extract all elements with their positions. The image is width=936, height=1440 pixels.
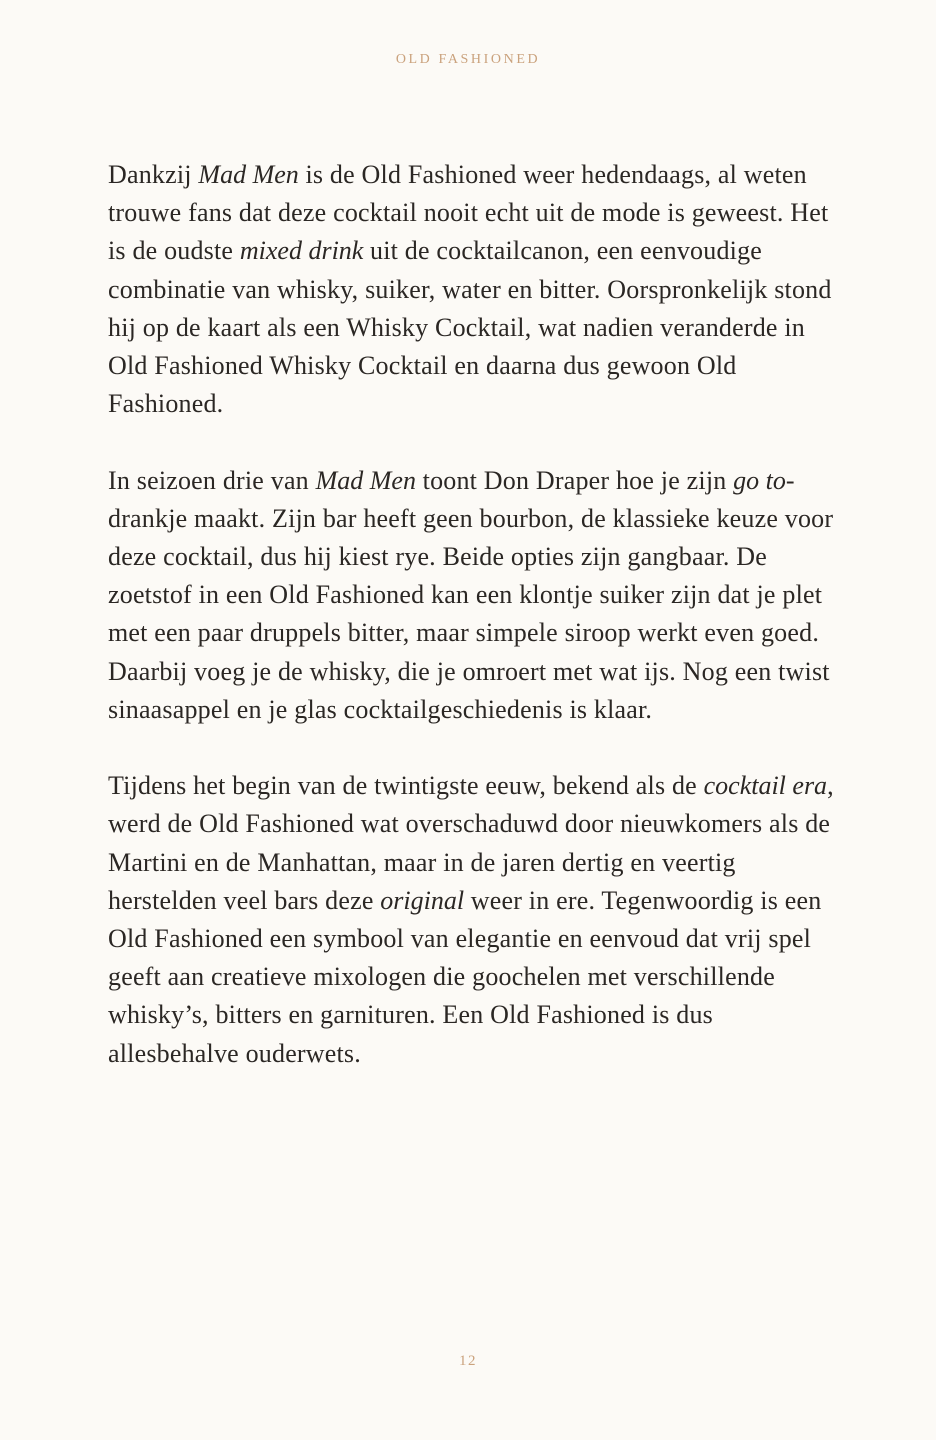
italic-segment: Mad Men — [198, 160, 299, 189]
text-segment: weer in ere. Tegenwoordig is een Old Fashioned een symbool van elegantie en eenvoud dat vrij spel geeft aan creatieve mixologen die goochelen met verschillende whisky’s, bitters en garnituren. Een Old Fashioned is dus allesbehalve ouderwets. — [108, 885, 822, 1068]
paragraph-3 — [108, 767, 836, 1073]
italic-segment: cocktail era — [703, 771, 828, 801]
text-segment: toont Don Draper hoe je zijn — [415, 465, 734, 495]
paragraph-2 — [108, 462, 836, 729]
paragraph-1 — [108, 156, 836, 423]
text-segment: Tijdens het begin van de twintigste eeuw, bekend als de — [108, 771, 704, 801]
running-head: OLD FASHIONED — [395, 52, 541, 67]
italic-segment: mixed drink — [239, 236, 364, 266]
text-segment: -drankje maakt. Zijn bar heeft geen bourbon, de klassieke keuze voor deze cocktail, dus hij kiest rye. Beide opties zijn gangbaar. De zoetstof in een Old Fashioned kan een klontje suiker zijn dat je plet met een paar druppels bitter, maar simpele siroop werkt even goed. Daarbij voeg je de whisky, die je omroert met wat ijs. Nog een twist sinaasappel en je glas cocktailgeschiedenis is klaar. — [108, 465, 834, 724]
italic-segment: original — [380, 885, 465, 915]
italic-segment: Mad Men — [315, 465, 416, 495]
text-segment: In seizoen drie van — [108, 465, 316, 495]
page-number: 12 — [459, 1353, 477, 1369]
text-segment: is de Old Fashioned weer hedendaags, al weten trouwe fans dat deze cocktail nooit echt uit de mode is geweest. Het is de oudste — [108, 160, 829, 266]
text-segment: , werd de Old Fashioned wat overschaduwd door nieuwkomers als de Martini en de Manhattan, maar in de jaren dertig en veertig herstelden veel bars deze — [108, 771, 834, 915]
italic-segment: go to — [733, 465, 786, 495]
text-segment: uit de cocktailcanon, een eenvoudige combinatie van whisky, suiker, water en bitter. Oorspronkelijk stond hij op de kaart als een Whisky Cocktail, wat nadien veranderde in Old Fashioned Whisky Cocktail en daarna dus gewoon Old Fashioned. — [108, 236, 832, 419]
text-segment: Dankzij — [108, 160, 199, 189]
body-text — [108, 156, 836, 1073]
